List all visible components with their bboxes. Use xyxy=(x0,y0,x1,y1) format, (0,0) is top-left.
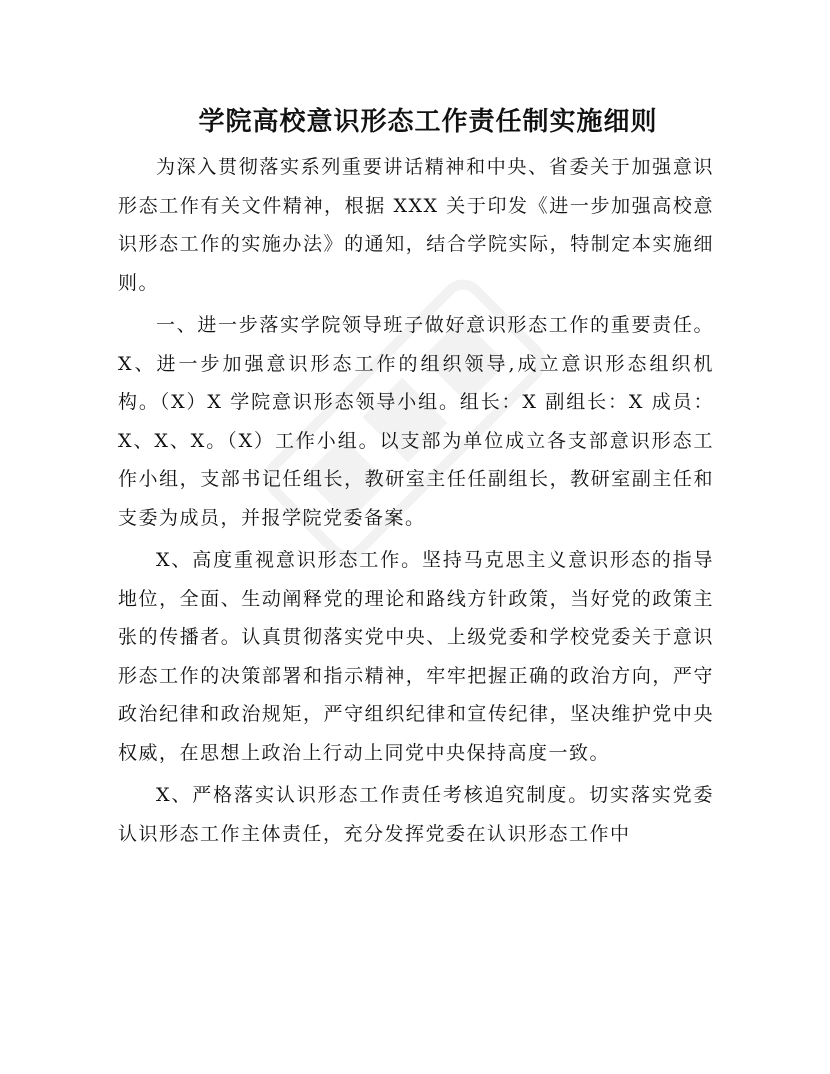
paragraph-intro: 为深入贯彻落实系列重要讲话精神和中央、省委关于加强意识形态工作有关文件精神，根据 XXX 关于印发《进一步加强高校意识形态工作的实施办法》的通知，结合学院实际，特制定本实施细则。 xyxy=(118,156,714,294)
paragraph-section-1: 一、进一步落实学院领导班子做好意识形态工作的重要责任。X、进一步加强意识形态工作的组织领导,成立意识形态组织机构。（X）X 学院意识形态领导小组。组长：X 副组长：X 成员：X、X、X。（X）工作小组。以支部为单位成立各支部意识形态工作小组，支部书记任组长，教研室主任任副组长，教研室副主任和支委为成员，并报学院党委备案。 xyxy=(118,314,714,529)
paragraph-section-2: X、高度重视意识形态工作。坚持马克思主义意识形态的指导地位，全面、生动阐释党的理论和路线方针政策，当好党的政策主张的传播者。认真贯彻落实党中央、上级党委和学校党委关于意识形态工作的决策部署和指示精神，牢牢把握正确的政治方向，严守政治纪律和政治规矩，严守组织纪律和宣传纪律，坚决维护党中央权威，在思想上政治上行动上同党中央保持高度一致。 xyxy=(118,549,714,764)
document-title: 学院高校意识形态工作责任制实施细则 xyxy=(198,107,658,137)
paragraph-section-3: X、严格落实认识形态工作责任考核追究制度。切实落实党委认识形态工作主体责任，充分发挥党委在认识形态工作中 xyxy=(118,784,714,845)
document-body xyxy=(118,100,714,857)
